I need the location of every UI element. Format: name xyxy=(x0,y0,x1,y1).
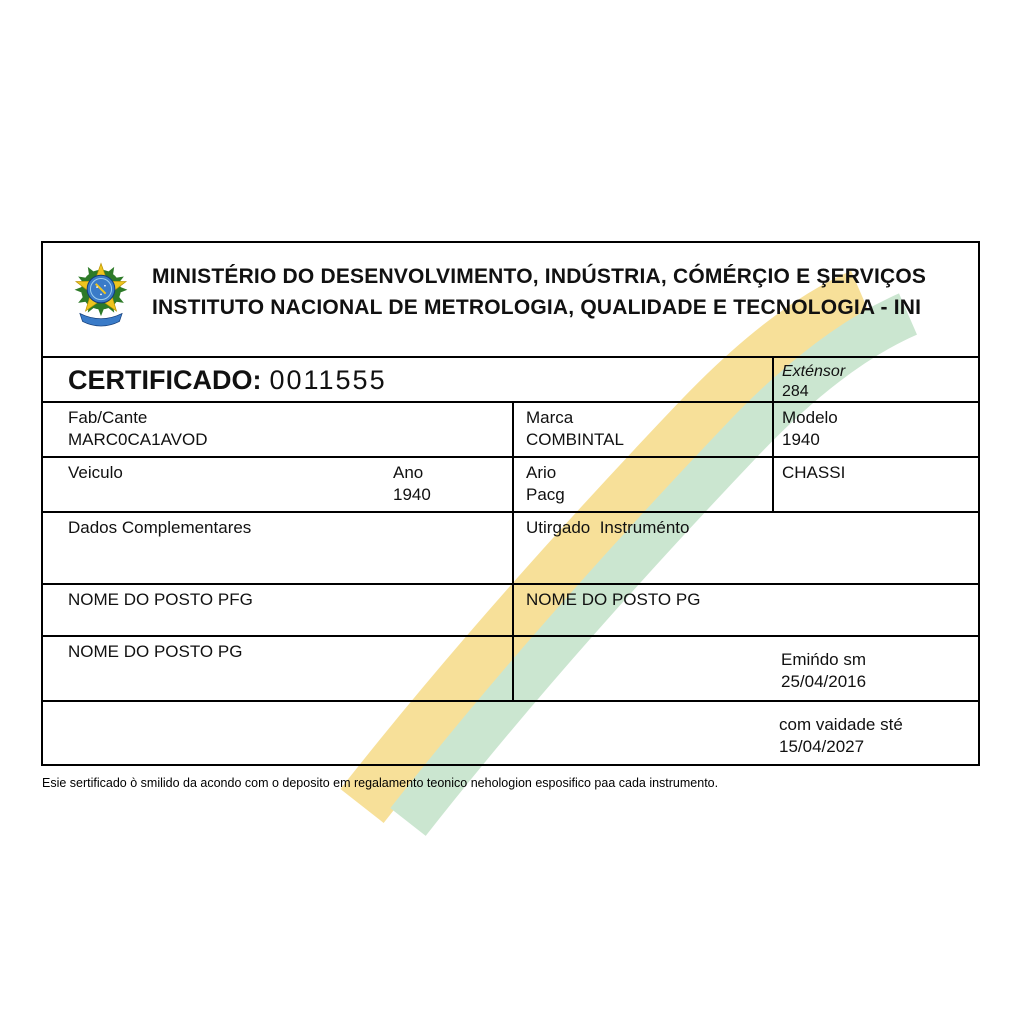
posto-pfg-cell xyxy=(43,585,512,635)
ano-value: 1940 xyxy=(393,485,431,504)
certificado-label: CERTIFICADO: xyxy=(68,365,262,395)
fab-cante-label: Fab/Cante xyxy=(68,408,148,427)
ario-value: Pacg xyxy=(526,485,565,504)
veiculo-label: Veiculo xyxy=(68,463,123,482)
dados-complementares-label: Dados Complementares xyxy=(68,518,252,537)
chassi-label: CHASSI xyxy=(782,463,846,482)
instrumento-cell xyxy=(512,513,978,583)
posto-pfg-row xyxy=(43,583,978,635)
fabricante-row xyxy=(43,401,978,456)
modelo-value: 1940 xyxy=(782,430,820,449)
posto-pg-row xyxy=(43,635,978,700)
ministry-title-block xyxy=(152,261,926,323)
extensor-label: Exténsor xyxy=(782,363,846,380)
validade-date: 15/04/2027 xyxy=(779,737,865,756)
dados-complementares-cell xyxy=(43,513,512,583)
posto-pg-right-cell xyxy=(512,585,978,635)
ano-block xyxy=(393,462,431,506)
emitido-block xyxy=(781,637,978,693)
star-dot xyxy=(96,286,98,288)
extensor-cell xyxy=(772,358,978,401)
emitido-date: 25/04/2016 xyxy=(781,672,867,691)
ministry-title-line1: MINISTÉRIO DO DESENVOLVIMENTO, INDÚSTRIA, CÓMÉRÇIO E ŞERVIÇOS xyxy=(152,265,927,288)
emitido-cell xyxy=(512,637,978,700)
fab-cante-value: MARC0CA1AVOD xyxy=(68,430,208,449)
certificado-row xyxy=(43,356,978,401)
institute-title-line2: INSTITUTO NACIONAL DE METROLOGIA, QUALIDADE E TECNOLOGIA - INI xyxy=(152,296,922,319)
modelo-label: Modelo xyxy=(782,408,838,427)
validade-row xyxy=(43,700,978,764)
header-row xyxy=(43,243,978,356)
certificado-cell xyxy=(43,358,772,401)
footer-disclaimer: Esie sertificado ò smilido da acondo com o deposito em regalamento teonico nehologion esposifico paa cada instrumento. xyxy=(42,776,719,790)
instrumento-label: Utirgado Instruménto xyxy=(526,518,690,537)
certificado-number: 0011555 xyxy=(269,365,387,395)
brazil-coat-of-arms-logo xyxy=(68,255,134,335)
certificate-table xyxy=(41,241,980,766)
validade-label: com vaidade sté xyxy=(779,715,903,734)
validade-cell xyxy=(43,702,978,764)
veiculo-cell xyxy=(43,458,512,511)
marca-cell xyxy=(512,403,772,456)
ario-cell xyxy=(512,458,772,511)
star-dot xyxy=(100,293,102,295)
emitido-label: Emińdo sm xyxy=(781,650,867,669)
posto-pg-left-label: NOME DO POSTO PG xyxy=(68,642,243,661)
validade-block xyxy=(779,702,978,758)
extensor-value: 284 xyxy=(782,383,809,400)
veiculo-row xyxy=(43,456,978,511)
dados-row xyxy=(43,511,978,583)
posto-pg-right-label: NOME DO POSTO PG xyxy=(526,590,701,609)
marca-value: COMBINTAL xyxy=(526,430,624,449)
chassi-cell xyxy=(772,458,978,511)
posto-pg-left-cell xyxy=(43,637,512,700)
ario-label: Ario xyxy=(526,463,557,482)
fab-cante-cell xyxy=(43,403,512,456)
modelo-cell xyxy=(772,403,978,456)
marca-label: Marca xyxy=(526,408,574,427)
ano-label: Ano xyxy=(393,463,424,482)
posto-pfg-label: NOME DO POSTO PFG xyxy=(68,590,253,609)
star-dot xyxy=(104,285,106,287)
